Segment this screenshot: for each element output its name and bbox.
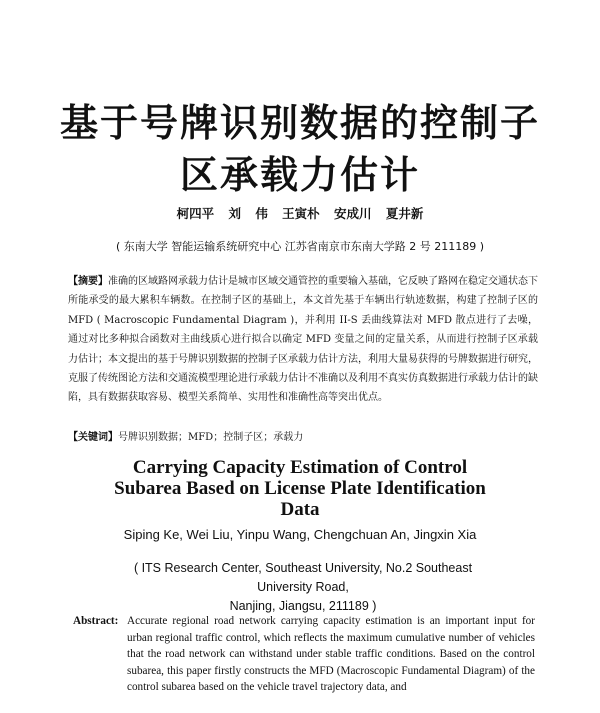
- english-title-line-2: Subarea Based on License Plate Identification: [114, 478, 486, 499]
- english-authors: Siping Ke, Wei Liu, Yinpu Wang, Chengchuan An, Jingxin Xia: [123, 527, 477, 542]
- chinese-keywords: [68, 428, 538, 443]
- chinese-keywords-label: 【关键词】: [68, 432, 118, 443]
- chinese-title-line-1: 基于号牌识别数据的控制子: [59, 100, 540, 145]
- english-abstract-text: Accurate regional road network carrying capacity estimation is an important input for urban regional traffic control, which reflects the maximum cumulative number of vehicles that the road network can withstand under stable traffic conditions. Based on the control subarea, this paper firstly constructs the MFD (Macroscopic Fundamental Diagram) of the control subarea based on the vehicle travel trajectory data, and: [127, 615, 535, 694]
- chinese-title-line-2: 区承载力估计: [179, 152, 420, 197]
- english-affiliation-line-2: Nanjing, Jiangsu, 211189 ): [229, 599, 377, 613]
- english-abstract-label: Abstract:: [73, 615, 119, 627]
- chinese-abstract-text: 准确的区域路网承载力估计是城市区域交通管控的重要输入基础，它反映了路网在稳定交通状态下所能承受的最大累积车辆数。在控制子区的基础上，本文首先基于车辆出行轨迹数据，构建了控制子区的 MFD ( Macroscopic Fundamental Diagram )，并利用 II-S 丢曲线算法对 MFD 散点进行了去噪，通过对比多种拟合函数对主曲线质心进行拟合以确定 MFD 变量之间的定量关系，从而进行控制子区承载力估计；本文提出的基于号牌识别数据的控制子区承载力估计方法，利用大量易获得的号牌数据进行研究，克服了传统图论方法和交通流模型理论进行承载力估计不准确以及利用不真实仿真数据进行承载力估计的缺陷，具有数据获取容易、模型关系简单、实用性和准确性高等突出优点。: [68, 276, 538, 404]
- english-title: [0, 457, 600, 520]
- english-affiliation: [108, 559, 498, 616]
- english-title-line-3: Data: [280, 499, 320, 520]
- chinese-affiliation: ( 东南大学 智能运输系统研究中心 江苏省南京市东南大学路 2 号 211189 ): [115, 240, 485, 253]
- chinese-abstract-label: 【摘要】: [68, 276, 108, 287]
- english-affiliation-line-1: ( ITS Research Center, Southeast University, No.2 Southeast University Road,: [133, 561, 473, 594]
- chinese-authors: 柯四平 刘 伟 王寅朴 安成川 夏井新: [176, 206, 424, 221]
- english-title-line-1: Carrying Capacity Estimation of Control: [132, 457, 468, 478]
- chinese-keywords-text: 号牌识别数据；MFD；控制子区；承载力: [118, 432, 304, 443]
- chinese-abstract: [68, 272, 538, 408]
